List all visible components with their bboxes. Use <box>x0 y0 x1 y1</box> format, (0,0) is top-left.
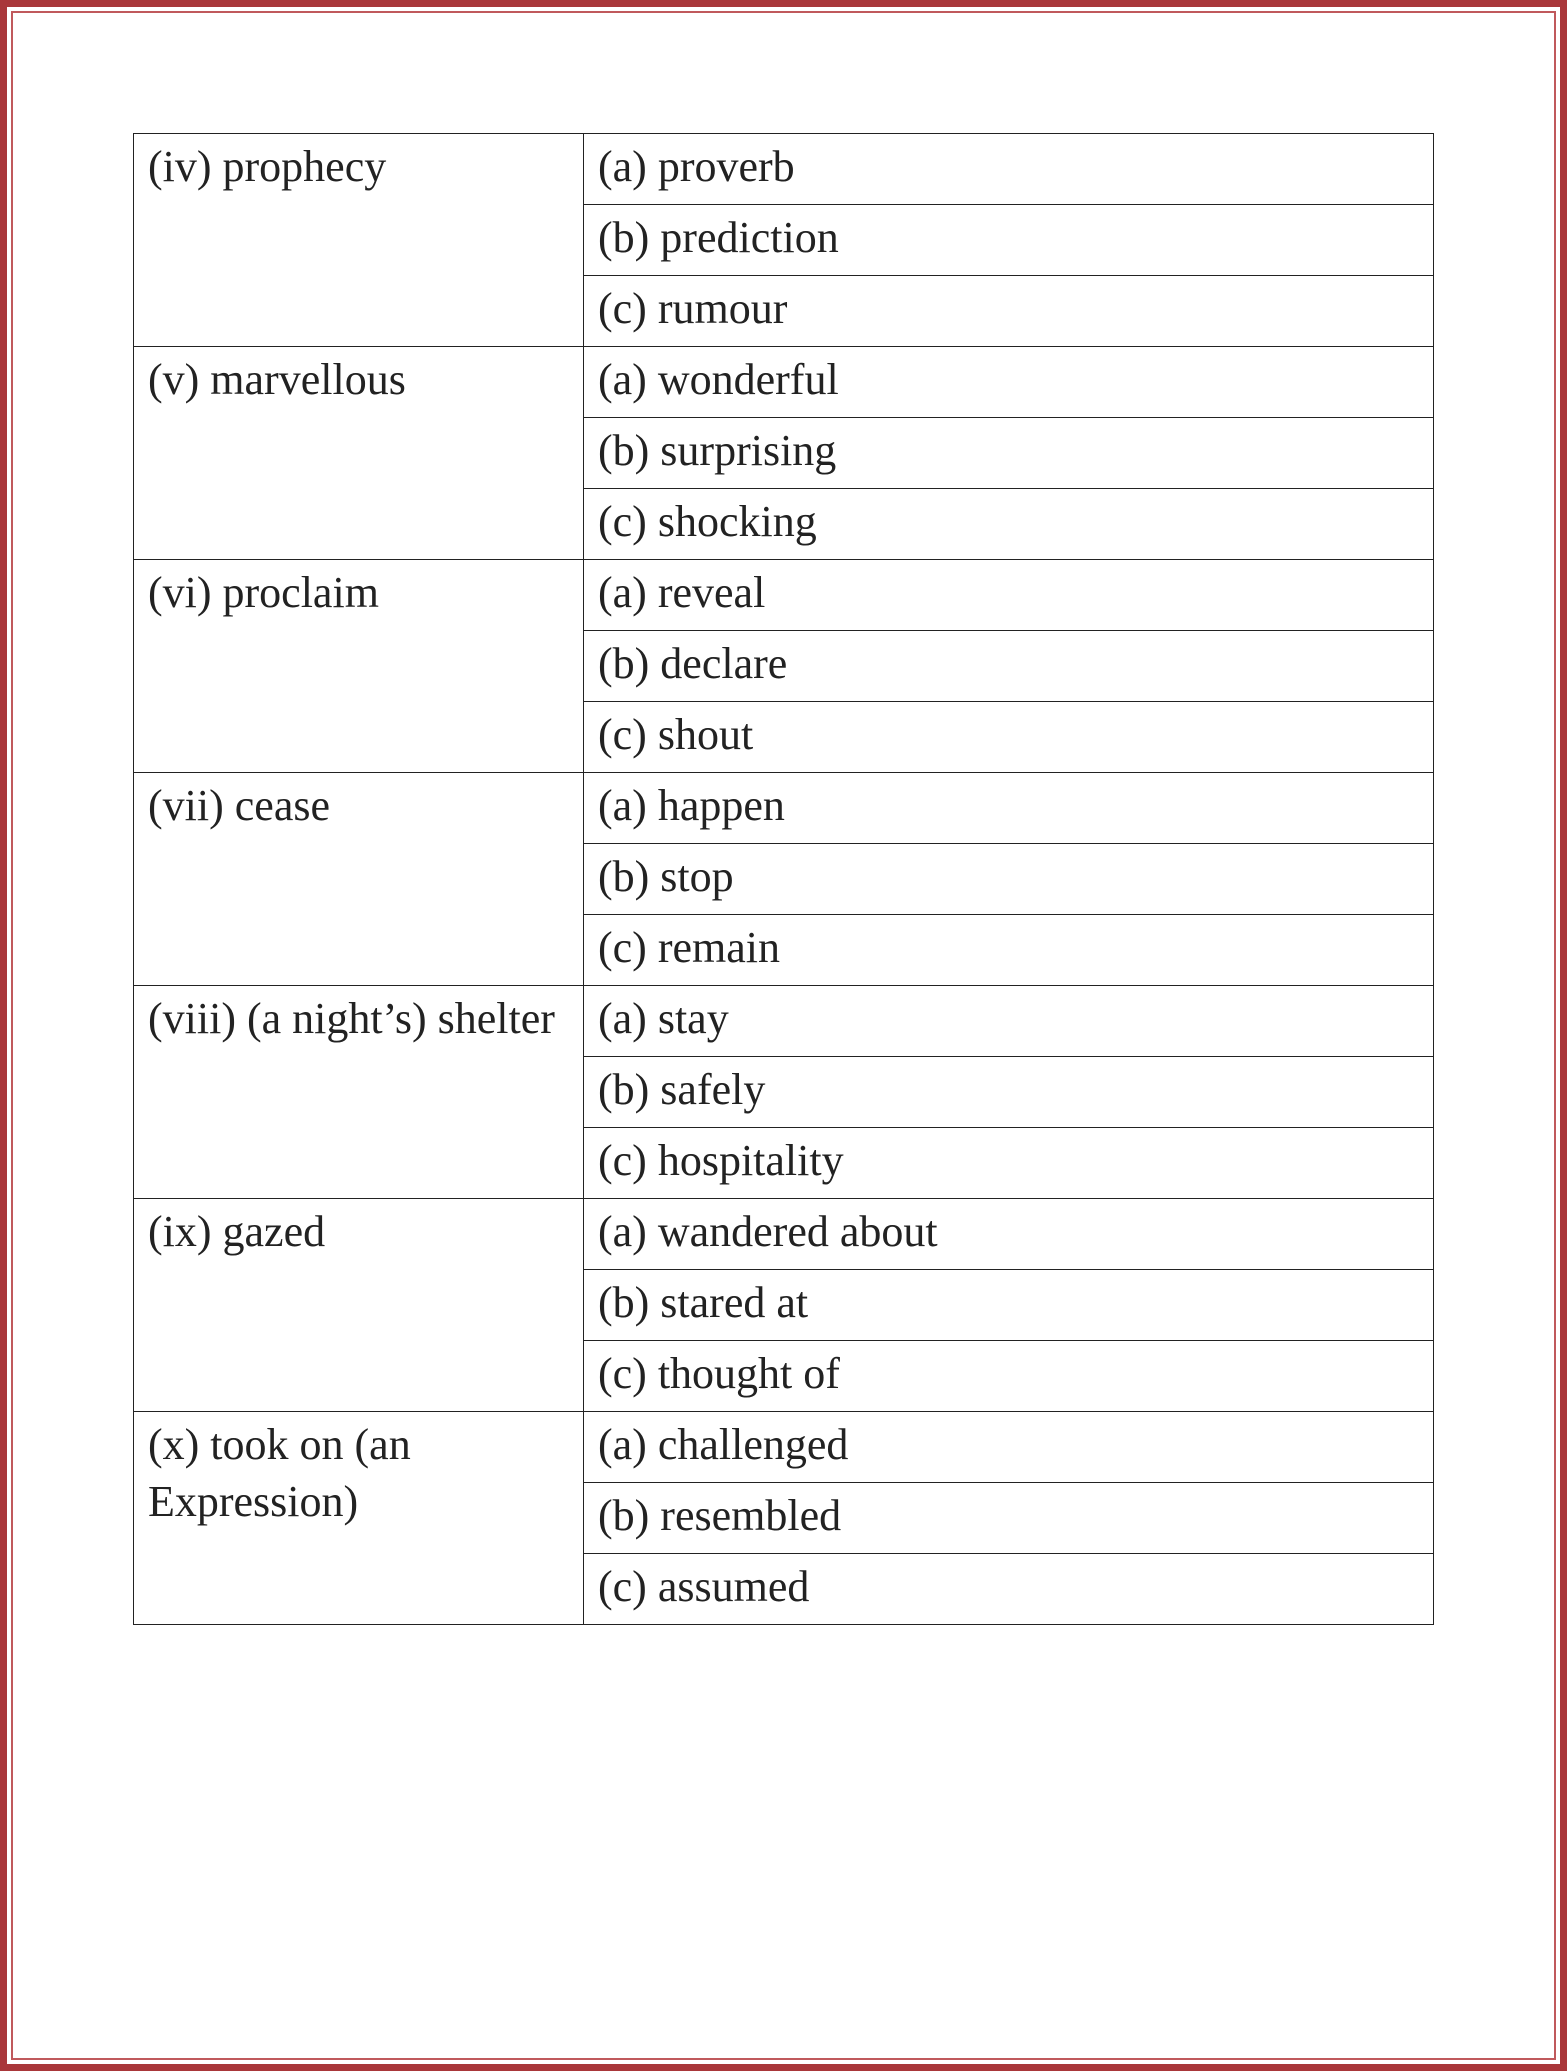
option-cell: (a) stay <box>584 986 1434 1057</box>
option-cell: (c) thought of <box>584 1341 1434 1412</box>
word-cell: (vi) proclaim <box>134 560 584 773</box>
word-cell: (iv) prophecy <box>134 134 584 347</box>
table-row <box>134 1199 1434 1270</box>
option-cell: (b) resembled <box>584 1483 1434 1554</box>
table-row <box>134 1412 1434 1483</box>
option-cell: (c) rumour <box>584 276 1434 347</box>
word-cell: (viii) (a night’s) shelter <box>134 986 584 1199</box>
option-cell: (a) proverb <box>584 134 1434 205</box>
table-row <box>134 986 1434 1057</box>
table-row <box>134 773 1434 844</box>
word-cell: (v) marvellous <box>134 347 584 560</box>
option-cell: (a) happen <box>584 773 1434 844</box>
option-cell: (b) stared at <box>584 1270 1434 1341</box>
word-cell: (ix) gazed <box>134 1199 584 1412</box>
option-cell: (b) prediction <box>584 205 1434 276</box>
option-cell: (b) surprising <box>584 418 1434 489</box>
option-cell: (b) declare <box>584 631 1434 702</box>
table-row <box>134 347 1434 418</box>
option-cell: (c) shocking <box>584 489 1434 560</box>
table-row <box>134 134 1434 205</box>
option-cell: (c) shout <box>584 702 1434 773</box>
vocabulary-table <box>133 133 1434 1625</box>
option-cell: (a) challenged <box>584 1412 1434 1483</box>
word-cell: (x) took on (an Expression) <box>134 1412 584 1625</box>
option-cell: (c) assumed <box>584 1554 1434 1625</box>
table-row <box>134 560 1434 631</box>
option-cell: (c) remain <box>584 915 1434 986</box>
option-cell: (b) stop <box>584 844 1434 915</box>
option-cell: (a) wonderful <box>584 347 1434 418</box>
option-cell: (b) safely <box>584 1057 1434 1128</box>
word-cell: (vii) cease <box>134 773 584 986</box>
option-cell: (a) wandered about <box>584 1199 1434 1270</box>
option-cell: (a) reveal <box>584 560 1434 631</box>
option-cell: (c) hospitality <box>584 1128 1434 1199</box>
